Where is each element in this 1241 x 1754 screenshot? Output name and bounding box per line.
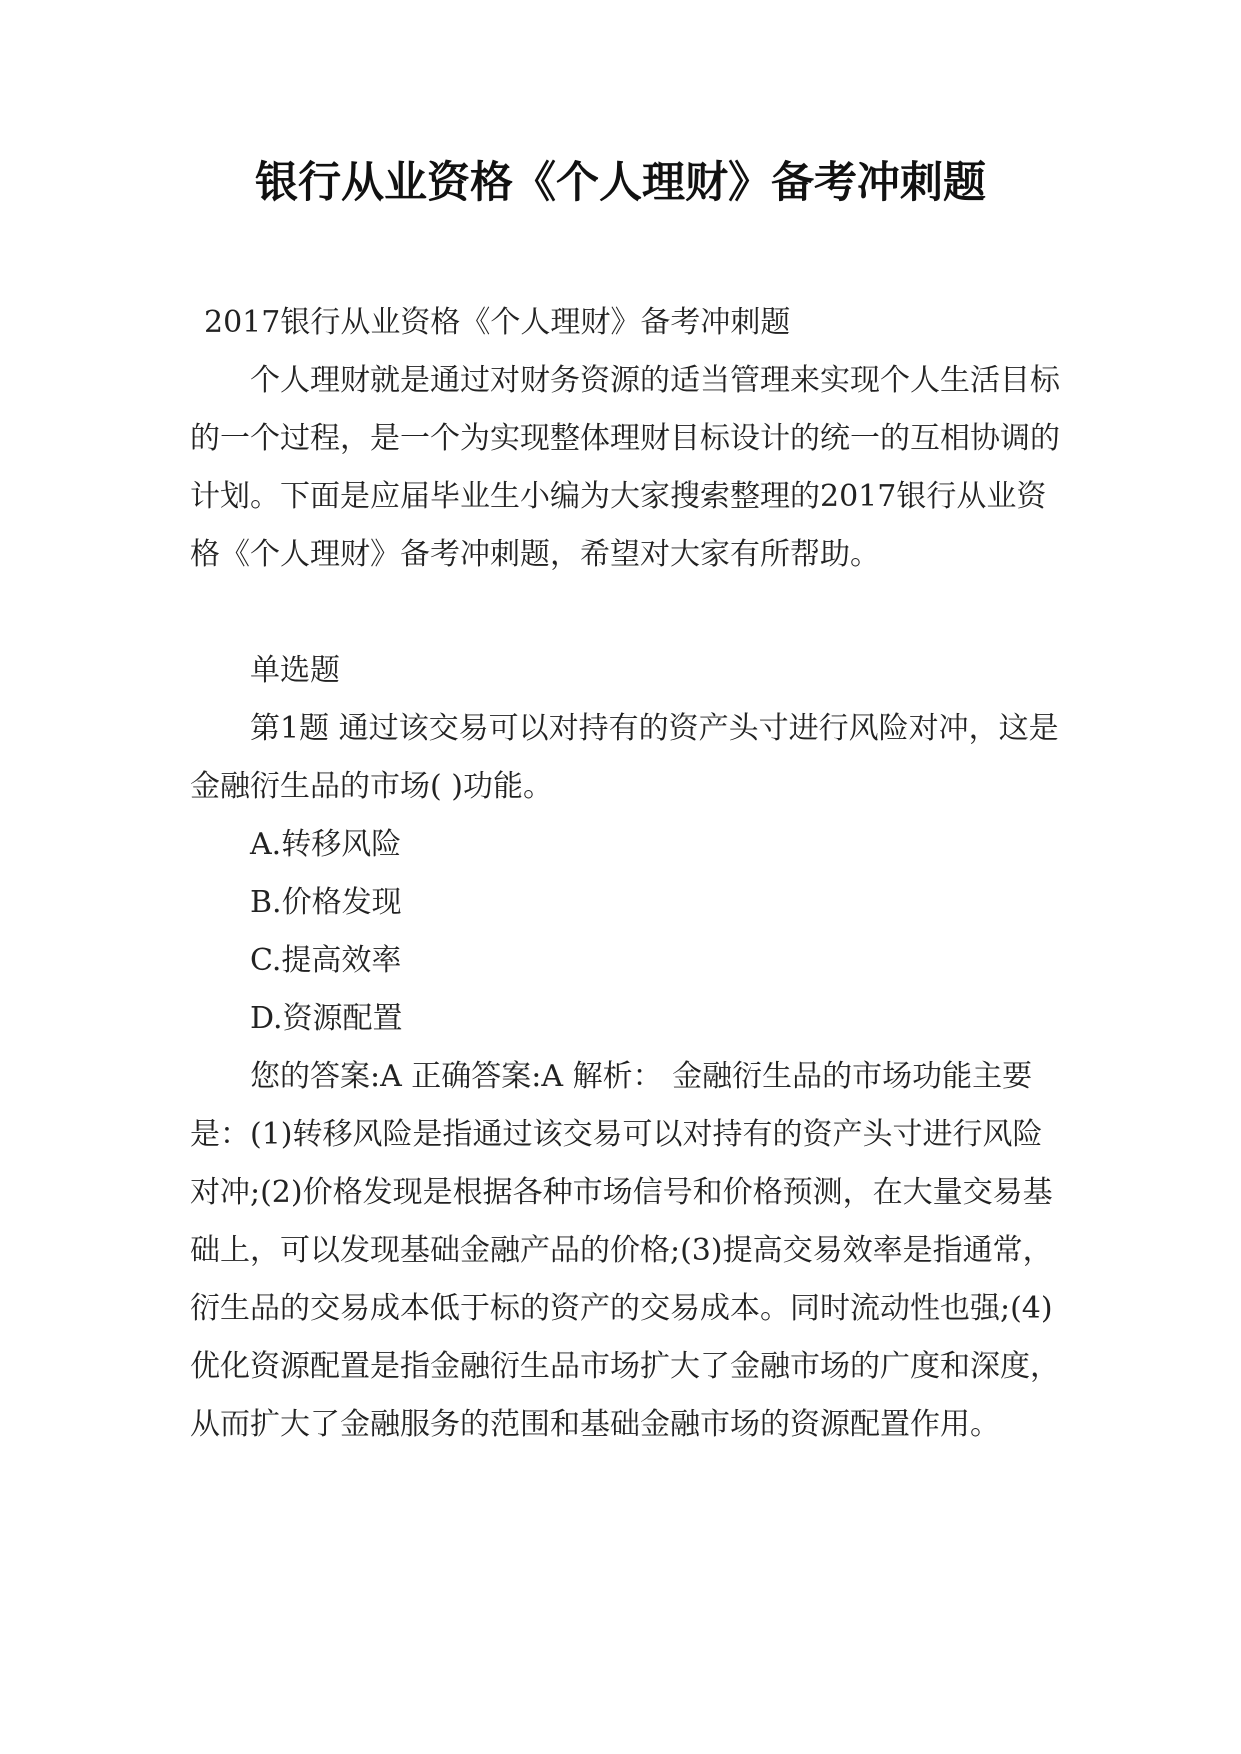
document-title: 银行从业资格《个人理财》备考冲刺题 (255, 158, 986, 208)
section-heading: 单选题 (250, 653, 340, 688)
document-body (190, 294, 1070, 1454)
answer-explanation: 您的答案:A 正确答案:A 解析： 金融衍生品的市场功能主要是：(1)转移风险是指通过该交易可以对持有的资产头寸进行风险对冲;(2)价格发现是根据各种市场信号和价格预测，在大量交易基础上，可以发现基础金融产品的价格;(3)提高交易效率是指通常，衍生品的交易成本低于标的资产的交易成本。同时流动性也强;(4)优化资源配置是指金融衍生品市场扩大了金融市场的广度和深度，从而扩大了金融服务的范围和基础金融市场的资源配置作用。 (190, 1059, 1060, 1442)
question-text: 第1题 通过该交易可以对持有的资产头寸进行风险对冲，这是金融衍生品的市场( )功能。 (190, 711, 1059, 804)
option-b: B.价格发现 (250, 885, 402, 920)
option-a: A.转移风险 (250, 827, 402, 862)
document-subtitle: 2017银行从业资格《个人理财》备考冲刺题 (204, 305, 791, 340)
option-c: C.提高效率 (250, 943, 402, 978)
paragraph-spacer (190, 584, 1070, 642)
option-d: D.资源配置 (250, 1001, 403, 1036)
intro-paragraph: 个人理财就是通过对财务资源的适当管理来实现个人生活目标的一个过程，是一个为实现整体理财目标设计的统一的互相协调的计划。下面是应届毕业生小编为大家搜索整理的2017银行从业资格《个人理财》备考冲刺题，希望对大家有所帮助。 (190, 363, 1060, 572)
